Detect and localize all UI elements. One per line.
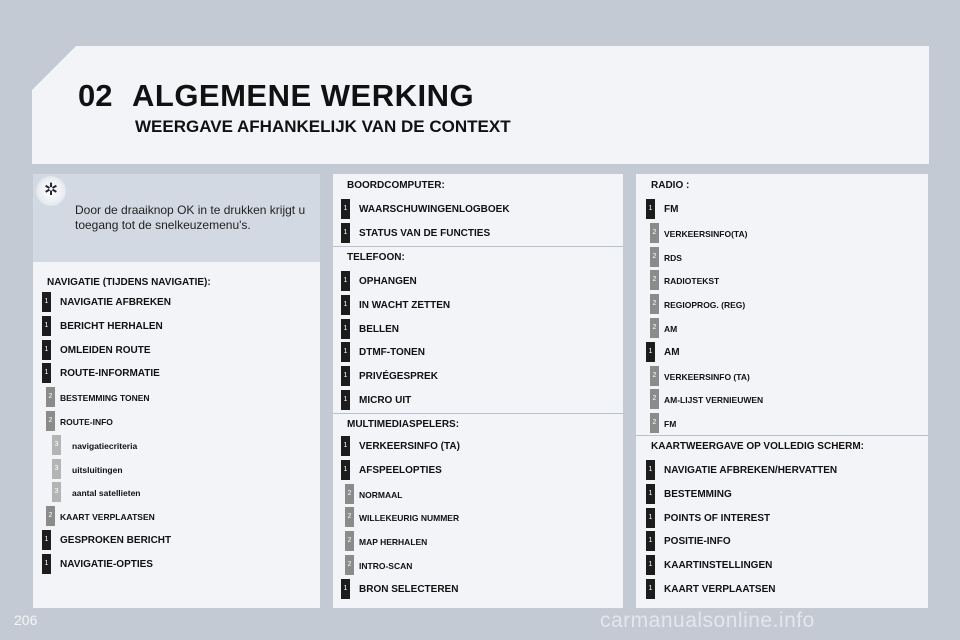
menu-item: RDS [664, 252, 682, 263]
menu-item: AM-LIJST VERNIEUWEN [664, 395, 764, 406]
menu-item: BELLEN [359, 323, 399, 335]
menu-item: VERKEERSINFO (TA) [359, 441, 460, 452]
level-1-badge: 1 [42, 554, 51, 574]
level-2-badge: 2 [650, 413, 659, 433]
section-heading: MULTIMEDIASPELERS: [347, 419, 460, 430]
level-2-badge: 2 [345, 531, 354, 551]
menu-item: BESTEMMING [664, 488, 732, 500]
menu-item: FM [664, 204, 679, 215]
menu-item: ROUTE-INFO [60, 417, 113, 427]
level-2-badge: 2 [345, 484, 354, 504]
level-2-badge: 2 [345, 507, 354, 527]
level-1-badge: 1 [42, 316, 51, 336]
level-1-badge: 1 [341, 223, 350, 243]
menu-item: navigatiecriteria [72, 440, 138, 451]
menu-item: BRON SELECTEREN [359, 583, 459, 595]
level-3-badge: 3 [52, 459, 61, 479]
level-2-badge: 2 [650, 318, 659, 338]
menu-item: KAARTINSTELLINGEN [664, 560, 773, 572]
menu-item: BERICHT HERHALEN [60, 320, 163, 332]
menu-item: NAVIGATIE-OPTIES [60, 558, 153, 570]
level-1-badge: 1 [42, 530, 51, 550]
level-2-badge: 2 [650, 366, 659, 386]
section-heading-navigation: NAVIGATIE (TIJDENS NAVIGATIE): [47, 277, 211, 288]
section-heading: KAARTWEERGAVE OP VOLLEDIG SCHERM: [651, 441, 864, 452]
menu-item: IN WACHT ZETTEN [359, 299, 451, 311]
menu-item: MAP HERHALEN [359, 537, 428, 548]
level-1-badge: 1 [341, 319, 350, 339]
menu-item: KAART VERPLAATSEN [60, 512, 155, 523]
menu-item: BESTEMMING TONEN [60, 393, 150, 404]
menu-item: ROUTE-INFORMATIE [60, 368, 160, 380]
menu-item: VERKEERSINFO(TA) [664, 228, 748, 239]
level-2-badge: 2 [46, 387, 55, 407]
level-1-badge: 1 [646, 484, 655, 504]
section-heading: TELEFOON: [347, 252, 405, 263]
menu-item: VERKEERSINFO (TA) [664, 371, 750, 382]
page-number: 206 [14, 612, 38, 628]
level-1-badge: 1 [341, 579, 350, 599]
level-1-badge: 1 [646, 555, 655, 575]
level-1-badge: 1 [646, 460, 655, 480]
level-2-badge: 2 [46, 506, 55, 526]
page-subtitle: WEERGAVE AFHANKELIJK VAN DE CONTEXT [135, 117, 511, 136]
section-divider [636, 435, 928, 436]
level-1-badge: 1 [341, 295, 350, 315]
menu-item: MICRO UIT [359, 395, 412, 406]
section-heading: BOORDCOMPUTER: [347, 180, 445, 191]
menu-item: PRIVÉGESPREK [359, 371, 438, 383]
watermark: carmanualsonline.info [600, 609, 815, 632]
level-2-badge: 2 [650, 294, 659, 314]
level-2-badge: 2 [650, 270, 659, 290]
menu-item: GESPROKEN BERICHT [60, 535, 172, 546]
menu-item: NAVIGATIE AFBREKEN [60, 297, 171, 308]
menu-item: WILLEKEURIG NUMMER [359, 513, 460, 524]
level-1-badge: 1 [646, 579, 655, 599]
level-1-badge: 1 [42, 340, 51, 360]
level-1-badge: 1 [646, 342, 655, 362]
level-1-badge: 1 [42, 363, 51, 383]
level-2-badge: 2 [46, 411, 55, 431]
menu-item: KAART VERPLAATSEN [664, 584, 776, 595]
level-2-badge: 2 [650, 247, 659, 267]
menu-item: aantal satellieten [72, 488, 141, 499]
menu-item: STATUS VAN DE FUNCTIES [359, 227, 491, 239]
level-1-badge: 1 [341, 460, 350, 480]
section-heading: RADIO : [651, 180, 690, 191]
level-1-badge: 1 [341, 271, 350, 291]
level-2-badge: 2 [650, 223, 659, 243]
menu-item: uitsluitingen [72, 464, 123, 475]
menu-item: NORMAAL [359, 489, 403, 500]
menu-item: INTRO-SCAN [359, 561, 413, 571]
menu-item: AM [664, 346, 680, 358]
info-text: Door de draaiknop OK in te drukken krijgt u toegang tot de snelkeuzemenu's. [75, 203, 306, 232]
level-1-badge: 1 [341, 436, 350, 456]
level-2-badge: 2 [345, 555, 354, 575]
menu-item: FM [664, 419, 677, 430]
page-title: ALGEMENE WERKING [132, 78, 475, 113]
menu-item: RADIOTEKST [664, 276, 720, 287]
menu-item: POSITIE-INFO [664, 536, 731, 548]
menu-item: WAARSCHUWINGENLOGBOEK [359, 204, 510, 215]
menu-item: AM [664, 324, 678, 334]
section-divider [333, 413, 623, 414]
menu-item: POINTS OF INTEREST [664, 512, 771, 524]
level-1-badge: 1 [646, 199, 655, 219]
level-1-badge: 1 [646, 508, 655, 528]
menu-item: OMLEIDEN ROUTE [60, 344, 151, 356]
level-1-badge: 1 [646, 531, 655, 551]
chapter-number: 02 [78, 78, 113, 113]
level-3-badge: 3 [52, 435, 61, 455]
section-divider [333, 246, 623, 247]
level-1-badge: 1 [42, 292, 51, 312]
level-1-badge: 1 [341, 199, 350, 219]
level-3-badge: 3 [52, 482, 61, 502]
level-2-badge: 2 [650, 389, 659, 409]
menu-item: REGIOPROG. (REG) [664, 300, 746, 311]
menu-item: NAVIGATIE AFBREKEN/HERVATTEN [664, 465, 838, 476]
menu-item: DTMF-TONEN [359, 347, 425, 359]
menu-item: OPHANGEN [359, 276, 417, 287]
level-1-badge: 1 [341, 366, 350, 386]
level-1-badge: 1 [341, 390, 350, 410]
level-1-badge: 1 [341, 342, 350, 362]
sun-icon: ✲ [36, 176, 66, 206]
menu-item: AFSPEELOPTIES [359, 464, 442, 476]
